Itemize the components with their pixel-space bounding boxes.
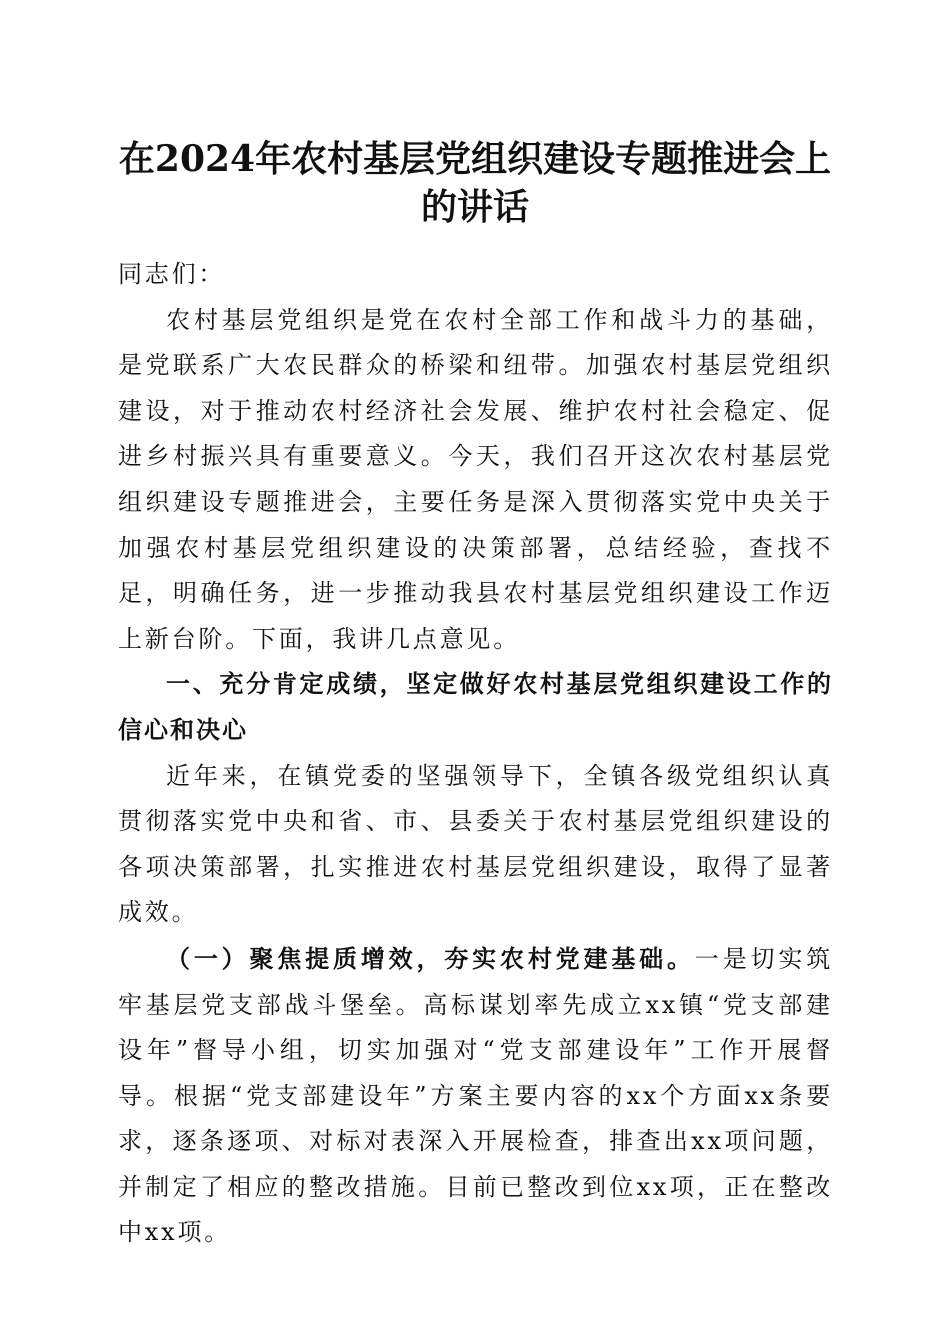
subsection-1-text: 一是切实筑牢基层党支部战斗堡垒。高标谋划率先成立xx镇“党支部建设年”督导小组，切实加强对“党支部建设年”工作开展督导。根据“党支部建设年”方案主要内容的xx个方面xx条要求，逐条逐项、对标对表深入开展检查，排查出xx项问题，并制定了相应的整改措施。目前已整改到位xx项，正在整改中xx项。 (118, 944, 833, 1247)
document-body (118, 252, 833, 1256)
title-line-1: 在2024年农村基层党组织建设专题推进会上 (118, 138, 832, 180)
paragraph-subsection-1 (118, 936, 833, 1256)
section-heading-1: 一、充分肯定成绩，坚定做好农村基层党组织建设工作的信心和决心 (118, 670, 833, 744)
paragraph-achievements: 近年来，在镇党委的坚强领导下，全镇各级党组织认真贯彻落实党中央和省、市、县委关于农村基层党组织建设的各项决策部署，扎实推进农村基层党组织建设，取得了显著成效。 (118, 761, 833, 927)
document-title (110, 135, 840, 231)
salutation: 同志们： (118, 260, 226, 288)
paragraph-intro: 农村基层党组织是党在农村全部工作和战斗力的基础，是党联系广大农民群众的桥梁和纽带。加强农村基层党组织建设，对于推动农村经济社会发展、维护农村社会稳定、促进乡村振兴具有重要意义。今天，我们召开这次农村基层党组织建设专题推进会，主要任务是深入贯彻落实党中央关于加强农村基层党组织建设的决策部署，总结经验，查找不足，明确任务，进一步推动我县农村基层党组织建设工作迈上新台阶。下面，我讲几点意见。 (118, 305, 833, 653)
title-line-2: 的讲话 (420, 186, 529, 228)
subsection-heading-1: （一）聚焦提质增效，夯实农村党建基础。 (166, 943, 695, 973)
